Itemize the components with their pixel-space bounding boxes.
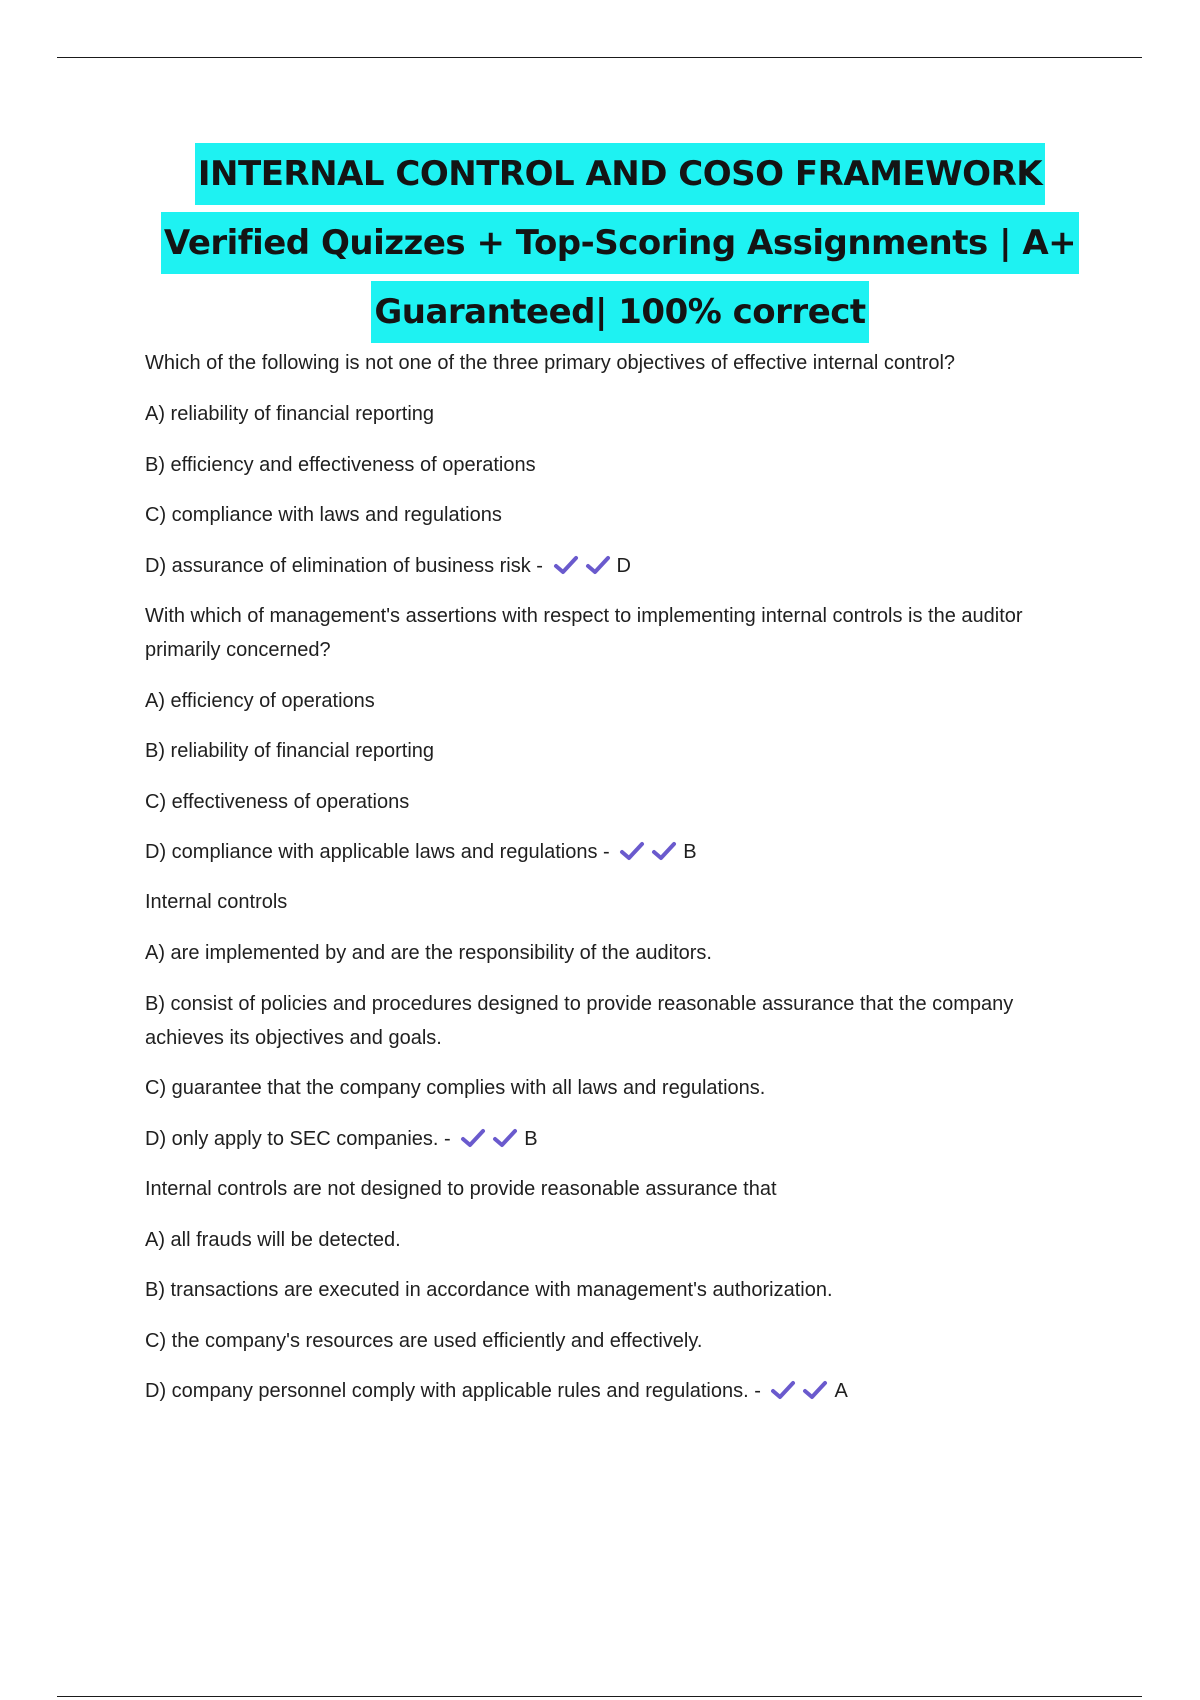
checkmark-icon [619, 840, 645, 862]
answer-key: D [616, 554, 631, 577]
question-block [145, 346, 1085, 583]
option-a: A) are implemented by and are the responsibility of the auditors. [145, 942, 712, 964]
option-a: A) all frauds will be detected. [145, 1228, 401, 1251]
option-c: C) guarantee that the company complies with all laws and regulations. [145, 1077, 766, 1099]
option-d-text: D) company personnel comply with applicable rules and regulations. - [145, 1380, 761, 1402]
option-d [145, 549, 1085, 583]
option-d-text: D) only apply to SEC companies. - [145, 1127, 451, 1150]
document-title [60, 143, 1180, 350]
option-d-text: D) assurance of elimination of business risk - [145, 554, 543, 577]
question-text: Internal controls [145, 891, 288, 913]
option-a: A) efficiency of operations [145, 689, 375, 712]
quiz-content [145, 346, 1085, 1424]
question-text: With which of management's assertions with respect to implementing internal controls is the auditor primarily concerned? [145, 604, 1023, 661]
option-b: B) transactions are executed in accordance with management's authorization. [145, 1279, 833, 1301]
option-c: C) compliance with laws and regulations [145, 504, 502, 526]
option-c: C) the company's resources are used efficiently and effectively. [145, 1329, 703, 1352]
option-b: B) reliability of financial reporting [145, 740, 435, 762]
title-line-2: Verified Quizzes + Top-Scoring Assignments | A+ [161, 212, 1079, 274]
question-block [145, 885, 1085, 1156]
title-line-3: Guaranteed| 100% correct [371, 281, 868, 343]
question-block [145, 599, 1085, 870]
option-d-text: D) compliance with applicable laws and regulations - [145, 841, 610, 863]
question-text: Which of the following is not one of the three primary objectives of effective internal control? [145, 352, 956, 374]
header-rule [57, 57, 1142, 58]
question-text: Internal controls are not designed to provide reasonable assurance that [145, 1177, 777, 1200]
option-d [145, 1122, 1085, 1156]
checkmark-icon [770, 1379, 796, 1401]
title-line-1: INTERNAL CONTROL AND COSO FRAMEWORK [195, 143, 1045, 205]
checkmark-icon [585, 554, 611, 576]
answer-key: A [834, 1380, 848, 1402]
question-block [145, 1172, 1085, 1409]
footer-rule [57, 1696, 1142, 1697]
answer-key: B [524, 1127, 538, 1150]
option-d [145, 835, 1085, 869]
option-b: B) efficiency and effectiveness of operations [145, 453, 536, 476]
checkmark-icon [492, 1127, 518, 1149]
answer-key: B [683, 841, 697, 863]
option-b: B) consist of policies and procedures designed to provide reasonable assurance that the company achieves its objectives and goals. [145, 992, 1014, 1049]
option-c: C) effectiveness of operations [145, 790, 410, 813]
option-a: A) reliability of financial reporting [145, 403, 435, 425]
checkmark-icon [460, 1127, 486, 1149]
checkmark-icon [651, 840, 677, 862]
checkmark-icon [553, 554, 579, 576]
option-d [145, 1374, 1085, 1408]
checkmark-icon [802, 1379, 828, 1401]
